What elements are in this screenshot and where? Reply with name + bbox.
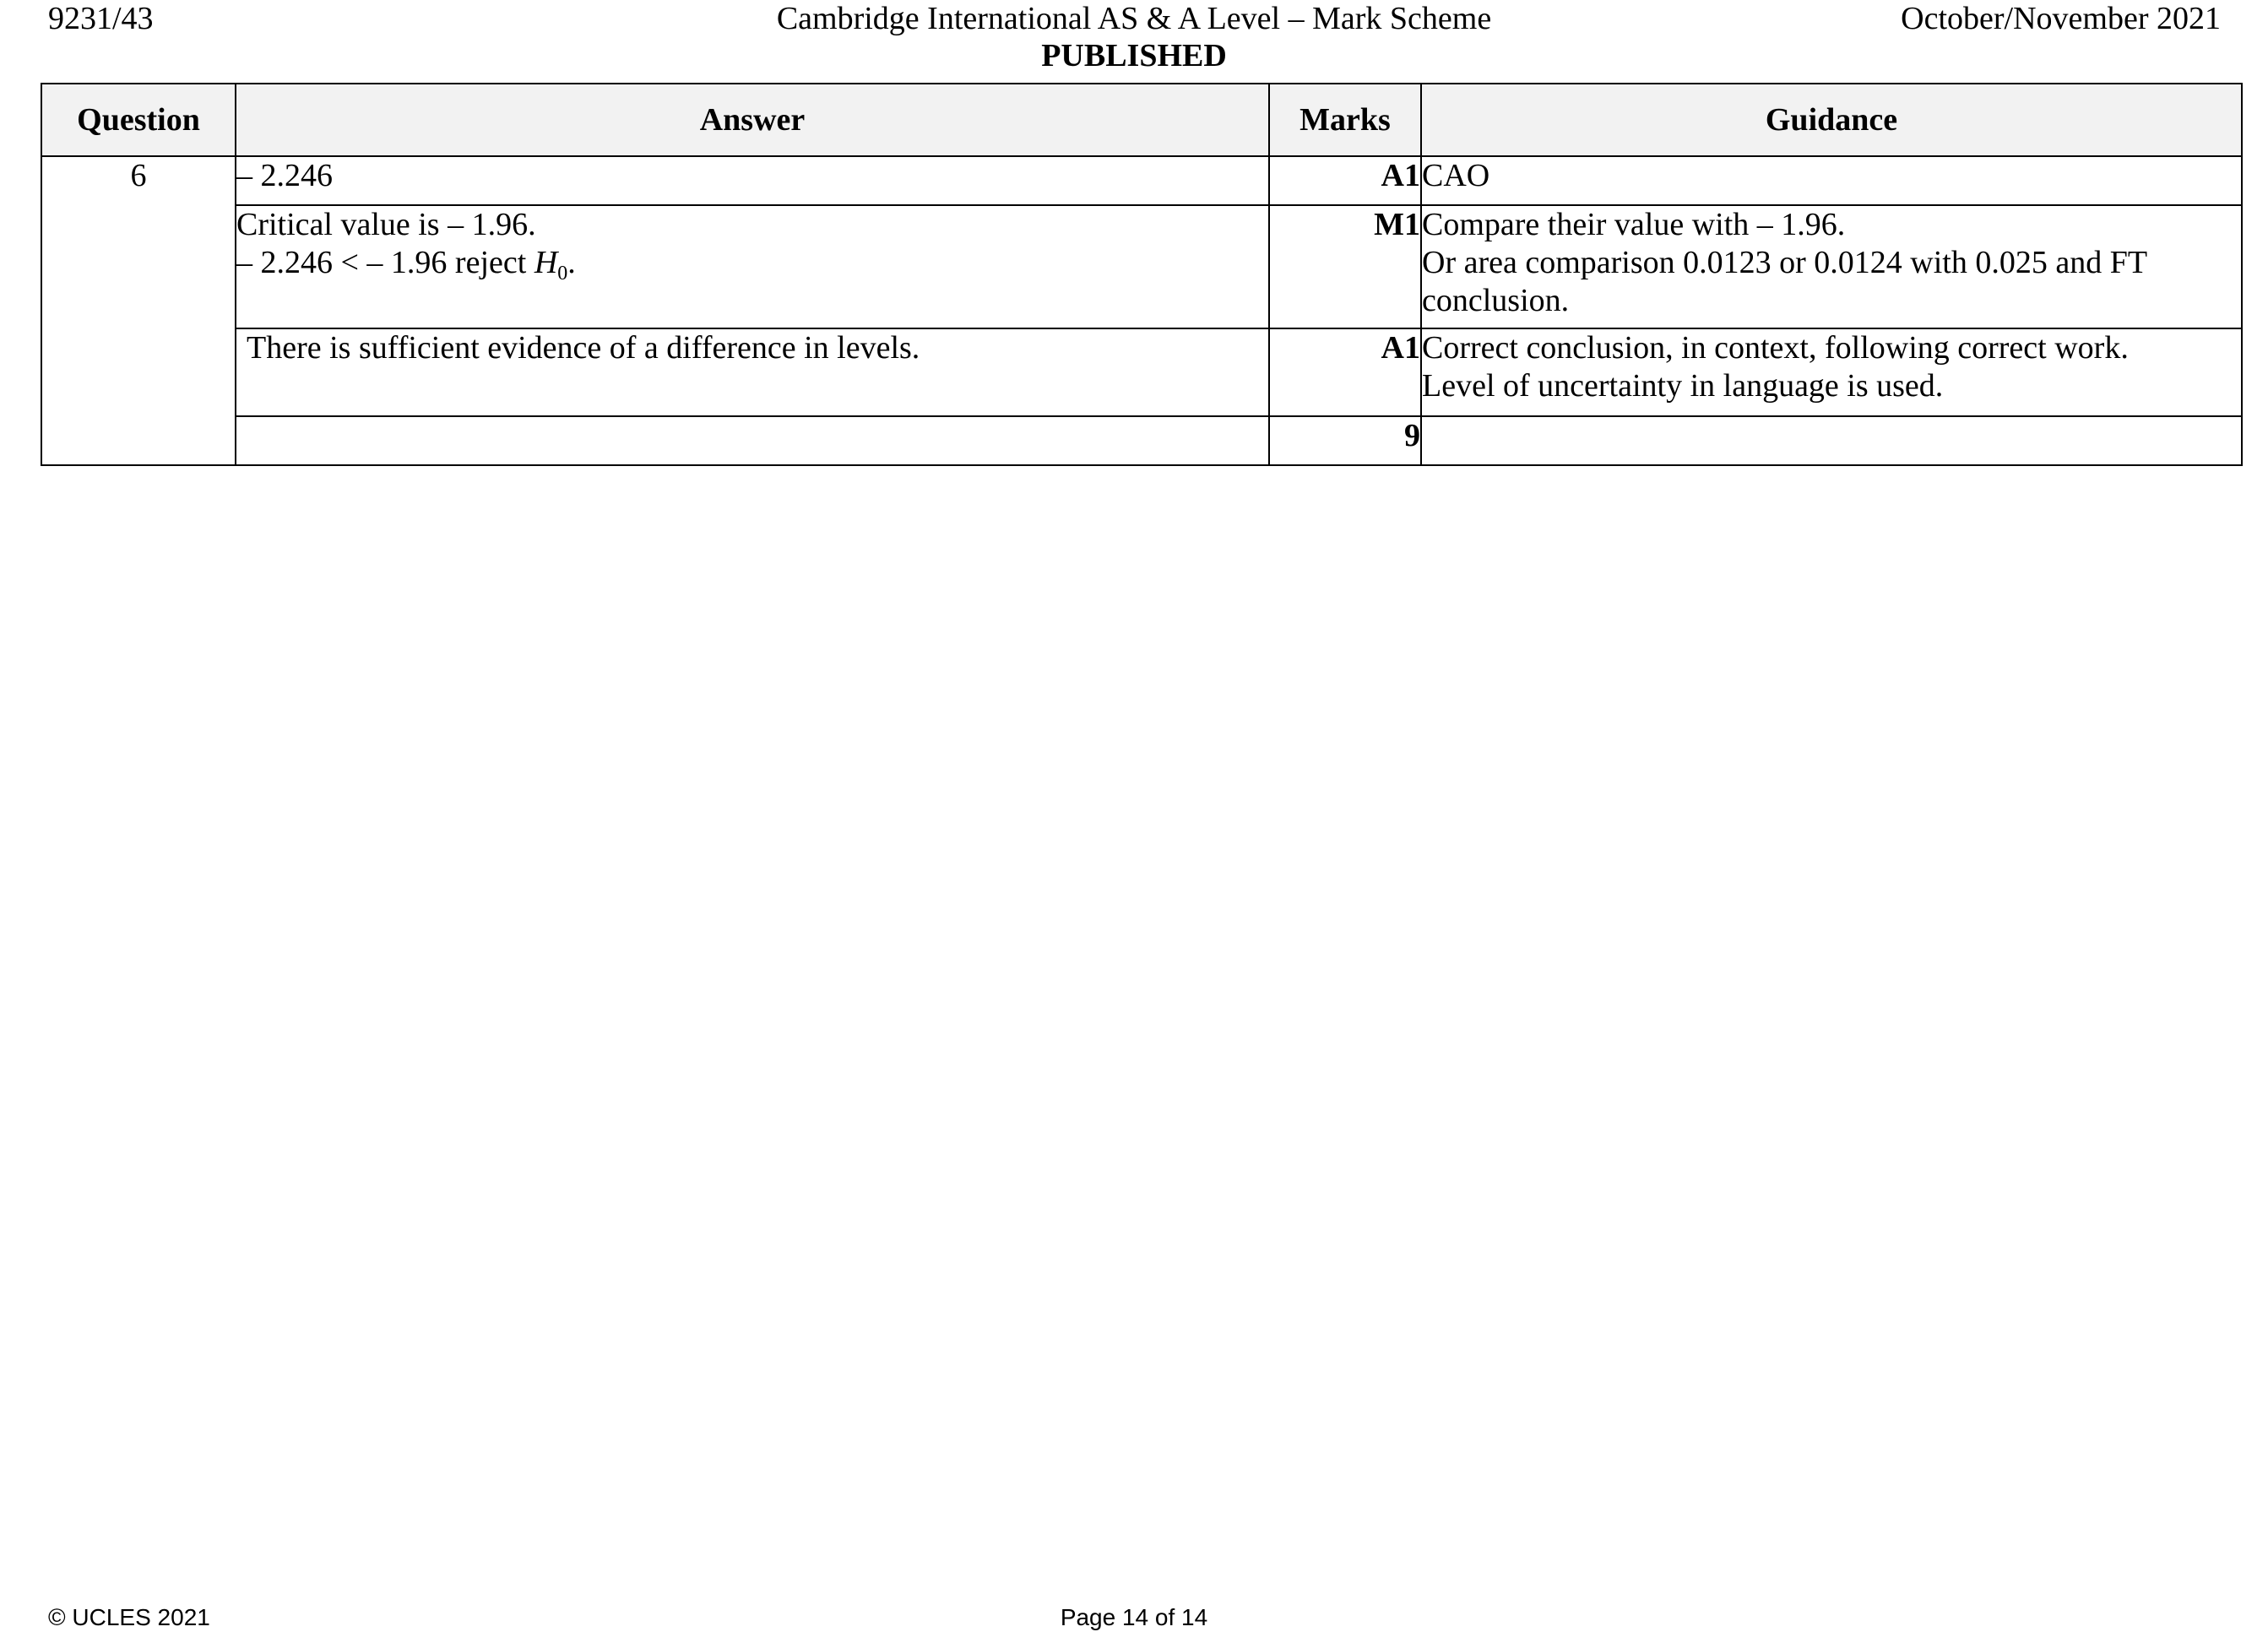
answer-cell — [236, 328, 1269, 416]
answer-suffix: . — [567, 245, 576, 280]
answer-line: There is sufficient evidence of a difference in levels. — [247, 330, 920, 366]
column-header-answer: Answer — [236, 84, 1269, 156]
guidance-cell — [1421, 156, 2242, 205]
column-header-question: Question — [41, 84, 236, 156]
answer-line: – 2.246 — [236, 158, 333, 193]
guidance-line: Correct conclusion, in context, following correct work. — [1422, 330, 2129, 366]
exam-session: October/November 2021 — [1901, 1, 2221, 36]
table-row — [41, 328, 2242, 416]
answer-text: – 2.246 < – 1.96 reject — [236, 245, 527, 280]
guidance-line: CAO — [1422, 158, 1490, 193]
answer-line — [236, 244, 1268, 293]
table-row-total — [41, 416, 2242, 465]
marks-cell: A1 — [1269, 156, 1421, 205]
mark-scheme-table — [41, 83, 2243, 466]
answer-line: Critical value is – 1.96. — [236, 207, 536, 242]
marks-cell: A1 — [1269, 328, 1421, 416]
marks-cell: M1 — [1269, 205, 1421, 328]
guidance-line: Level of uncertainty in language is used. — [1422, 368, 1944, 404]
guidance-cell — [1421, 328, 2242, 416]
guidance-line: Compare their value with – 1.96. — [1422, 207, 1846, 242]
hypothesis-subscript: 0 — [557, 263, 568, 285]
column-header-marks: Marks — [1269, 84, 1421, 156]
answer-cell — [236, 205, 1269, 328]
document-code: 9231/43 — [48, 1, 154, 36]
guidance-cell-empty — [1421, 416, 2242, 465]
guidance-line: conclusion. — [1422, 283, 1570, 318]
copyright-notice: © UCLES 2021 — [48, 1604, 210, 1630]
table-header-row — [41, 84, 2242, 156]
question-number: 6 — [41, 156, 236, 465]
column-header-guidance: Guidance — [1421, 84, 2242, 156]
page-number: Page 14 of 14 — [1060, 1604, 1208, 1630]
guidance-cell — [1421, 205, 2242, 328]
guidance-line: Or area comparison 0.0123 or 0.0124 with 0.025 and FT — [1422, 245, 2148, 280]
published-label: PUBLISHED — [1041, 38, 1227, 73]
hypothesis-symbol: H — [534, 245, 558, 280]
answer-cell — [236, 156, 1269, 205]
answer-cell-empty — [236, 416, 1269, 465]
table-row — [41, 156, 2242, 205]
total-marks-cell: 9 — [1269, 416, 1421, 465]
table-row — [41, 205, 2242, 328]
document-title: Cambridge International AS & A Level – Mark Scheme — [776, 1, 1492, 36]
